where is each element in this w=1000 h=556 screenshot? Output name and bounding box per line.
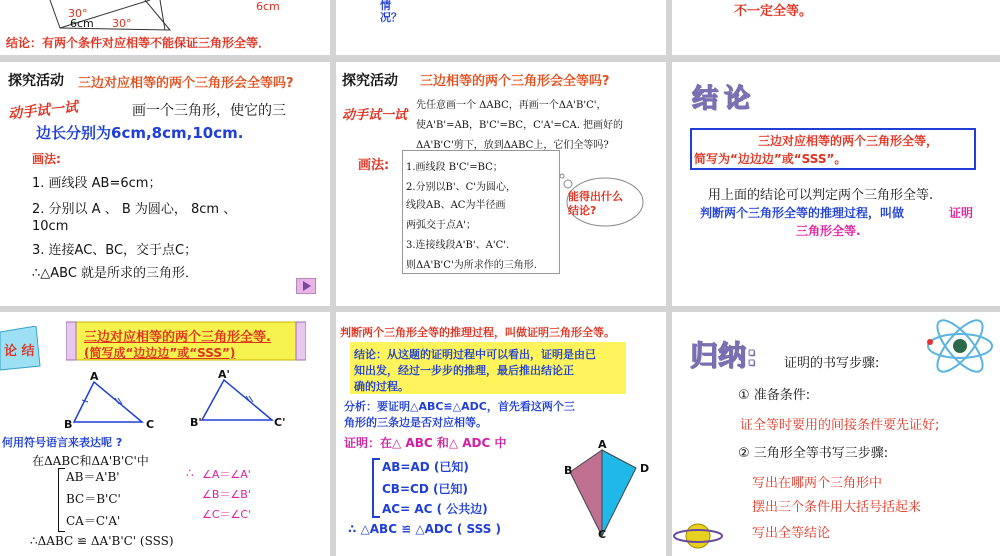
step-3: 3.连接线段A'B'、A'C'. bbox=[406, 240, 510, 251]
text-2a: 判断两个三角形全等的推理过程，叫做 bbox=[700, 206, 905, 220]
item-1: ① 准备条件: bbox=[738, 388, 811, 403]
step-1: 1. 画线段 AB=6cm； bbox=[32, 176, 162, 191]
step-2-c: 两弧交于点A'； bbox=[406, 220, 476, 231]
label-6cm-b: 6cm bbox=[256, 0, 280, 13]
slide-title: 归纳: bbox=[690, 339, 758, 372]
activity-tag: 探究活动 bbox=[8, 73, 64, 89]
item-4: 写出在哪两个三角形中 bbox=[752, 476, 883, 491]
pt-A: A bbox=[90, 370, 99, 383]
note-line-2: 知出发，经过一步步的推理，最后推出结论正 bbox=[354, 364, 574, 377]
cloud-text: 能得出什么结论? bbox=[568, 190, 623, 217]
text-1: 用上面的结论可以判定两个三角形全等. bbox=[708, 188, 934, 203]
note-line-1: 结论：从这题的证明过程中可以看出，证明是由已 bbox=[354, 348, 596, 361]
slide-6 bbox=[672, 62, 1000, 306]
method-label: 画法: bbox=[358, 158, 390, 173]
box-line-2: 简写为“边边边”或“SSS”。 bbox=[694, 152, 847, 166]
subtitle: 证明的书写步骤: bbox=[784, 356, 880, 371]
conclusion-text: 结论：有两个条件对应相等不能保证三角形全等． bbox=[6, 36, 271, 50]
note-line-3: 确的过程。 bbox=[354, 380, 409, 393]
angle-3: ∠C＝∠C' bbox=[202, 508, 252, 521]
task-line-2: 边长分别为6cm,8cm,10cm. bbox=[36, 124, 244, 142]
pt-C: C bbox=[598, 528, 607, 541]
brace bbox=[372, 458, 380, 518]
label-6cm-a: 6cm bbox=[70, 17, 94, 30]
task-p1: 先任意画一个 ΔABC，再画一个ΔA'B'C'， bbox=[416, 100, 607, 111]
analysis-1: 分析：要证明△ABC≌△ADC，首先看这两个三 bbox=[344, 400, 575, 413]
task-line-1: 画一个三角形，使它的三 bbox=[132, 103, 286, 119]
scroll-line-1: 三边对应相等的两个三角形全等. bbox=[84, 330, 271, 345]
label-30-b: 30° bbox=[112, 17, 132, 30]
item-6: 写出全等结论 bbox=[752, 526, 831, 541]
angle-2: ∠B＝∠B' bbox=[202, 488, 251, 501]
heading-text: 判断两个三角形全等的推理过程，叫做证明三角形全等。 bbox=[340, 326, 615, 339]
pt-D: D bbox=[640, 462, 650, 475]
step-result: 则ΔA'B'C'为所求作的三角形. bbox=[406, 260, 537, 271]
slide-1 bbox=[0, 0, 330, 55]
kite-figure bbox=[562, 444, 652, 544]
planet-icon bbox=[672, 514, 724, 554]
angle-1: ∠A＝∠A' bbox=[202, 468, 251, 481]
item-2: 证全等时要用的间接条件要先证好; bbox=[740, 418, 940, 433]
slide-8 bbox=[336, 312, 666, 556]
slide-title: 结论 bbox=[692, 84, 757, 114]
step-2-b: 线段AB、AC为半径画 bbox=[406, 200, 506, 211]
text-2b: 证明 bbox=[949, 206, 974, 220]
eq-3: CA＝C'A' bbox=[66, 514, 121, 528]
step-2: 2. 分别以 A 、 B 为圆心， 8cm 、 bbox=[32, 202, 237, 217]
proof-1: AB=AD (已知) bbox=[382, 460, 469, 474]
slide-2 bbox=[336, 0, 666, 55]
question-text: 何用符号语言来表达呢 ? bbox=[2, 436, 123, 449]
pt-B2: B' bbox=[190, 416, 202, 429]
triangles-figure bbox=[60, 376, 300, 436]
eq-1: AB＝A'B' bbox=[66, 470, 120, 484]
pt-B: B bbox=[564, 464, 573, 477]
slide-9 bbox=[672, 312, 1000, 556]
not-necessarily-text: 不一定全等。 bbox=[734, 4, 813, 19]
pt-A2: A' bbox=[218, 368, 230, 381]
try-label: 动手试一试 bbox=[342, 108, 408, 123]
pt-C: C bbox=[146, 418, 155, 431]
slide-4 bbox=[0, 62, 330, 306]
slide-5 bbox=[336, 62, 666, 306]
slide-7 bbox=[0, 312, 330, 556]
step-1: 1.画线段 B'C'=BC； bbox=[406, 162, 503, 173]
step-2-cont: 10cm bbox=[32, 219, 69, 234]
result-text: ∴ΔABC ≌ ΔA'B'C' (SSS) bbox=[30, 534, 174, 548]
activity-tag: 探究活动 bbox=[342, 73, 398, 89]
brace bbox=[58, 468, 65, 532]
eq-2: BC＝B'C' bbox=[66, 492, 121, 506]
scroll-line-2: (简写成“边边边”或“SSS”) bbox=[84, 346, 236, 360]
try-label: 动手试一试 bbox=[7, 99, 79, 123]
proof-2: CB=CD (已知) bbox=[382, 482, 468, 496]
pt-C2: C' bbox=[274, 416, 286, 429]
slide-title: 三边对应相等的两个三角形会全等吗? bbox=[78, 76, 294, 91]
situation-text: 情况？ bbox=[380, 0, 402, 24]
side-label: 论 结 bbox=[4, 344, 35, 359]
given-text: 在ΔABC和ΔA'B'C'中 bbox=[32, 454, 149, 468]
item-5: 摆出三个条件用大括号括起来 bbox=[752, 500, 922, 515]
therefore-symbol: ∴ bbox=[186, 466, 194, 480]
pt-B: B bbox=[64, 418, 73, 431]
proof-3: AC= AC ( 公共边) bbox=[382, 502, 488, 516]
method-label: 画法: bbox=[32, 152, 61, 166]
step-2: 2.分别以B'、C'为圆心， bbox=[406, 182, 517, 193]
task-p2: 使A'B'=AB，B'C'=BC，C'A'=CA. 把画好的 bbox=[416, 120, 624, 131]
slide-title: 三边相等的两个三角形会全等吗? bbox=[420, 74, 610, 89]
slide-3 bbox=[672, 0, 1000, 55]
atom-icon bbox=[920, 318, 1000, 374]
play-button[interactable] bbox=[296, 278, 316, 294]
proof-line: 证明：在△ ABC 和△ ADC 中 bbox=[344, 436, 507, 450]
analysis-2: 角形的三条边是否对应相等。 bbox=[344, 416, 487, 429]
text-3: 三角形全等. bbox=[796, 224, 861, 238]
step-3: 3. 连接AC、BC，交于点C； bbox=[32, 243, 198, 258]
step-conclusion: ∴△ABC 就是所求的三角形． bbox=[32, 266, 199, 281]
task-p3: ΔA'B'C'剪下，放到ΔABC上，它们全等吗? bbox=[416, 140, 609, 151]
proof-result: ∴ △ABC ≌ △ADC ( SSS ) bbox=[348, 522, 502, 536]
item-3: ② 三角形全等书写三步骤: bbox=[738, 446, 889, 461]
pt-A: A bbox=[598, 438, 607, 451]
label-30-a: 30° bbox=[68, 7, 88, 20]
box-line-1: 三边对应相等的两个三角形全等， bbox=[758, 134, 939, 148]
